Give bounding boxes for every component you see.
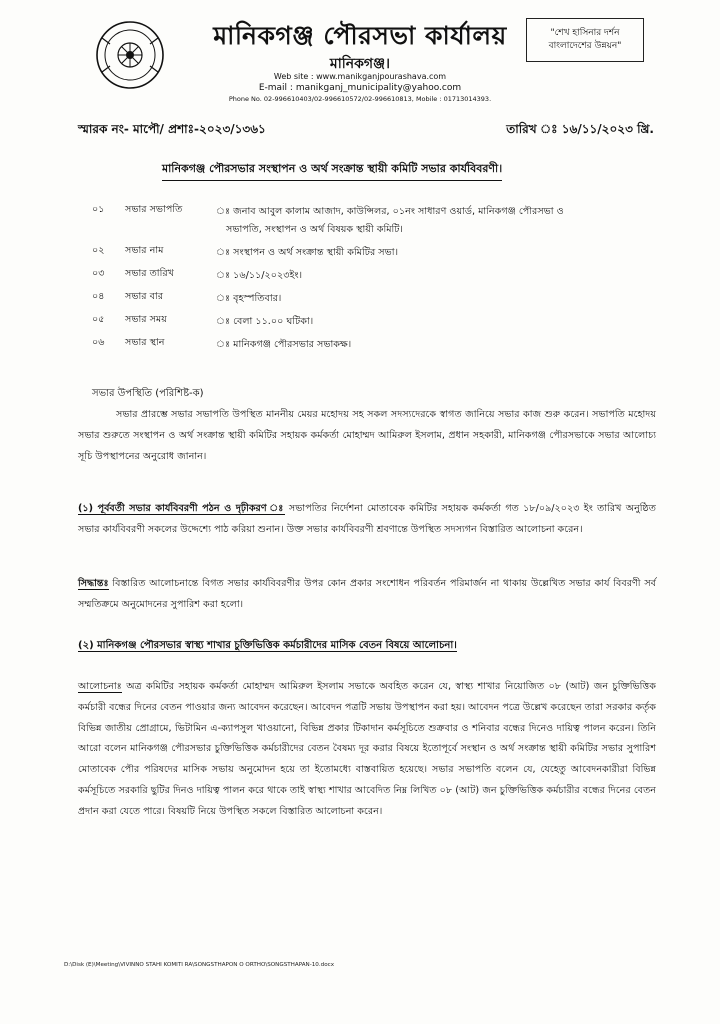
info-number: ০২	[92, 245, 105, 256]
info-row	[92, 290, 652, 313]
info-label: সভার বার	[125, 291, 163, 302]
info-label: সভার সময়	[125, 314, 167, 325]
info-row	[92, 244, 652, 267]
website-line: Web site : www.manikganjpourashava.com	[273, 72, 447, 81]
info-value: ঃ ১৬/১১/২০২৩ইং।	[216, 270, 303, 281]
info-label: সভার স্থান	[125, 337, 165, 348]
attendance-label: সভার উপস্থিতি (পরিশিষ্ট-ক)	[92, 388, 204, 399]
email-line: E-mail : manikganj_municipality@yahoo.com	[258, 83, 462, 93]
municipality-seal-icon	[80, 18, 180, 92]
decision-paragraph	[78, 574, 656, 616]
meeting-info-table	[92, 203, 652, 359]
info-value: ঃ বৃহস্পতিবার।	[216, 293, 282, 304]
info-value: ঃ সংস্থাপন ও অর্থ সংক্রান্ত স্থায়ী কমিটির সভা।	[216, 247, 399, 258]
agenda-item-1-heading: (১) পূর্ববর্তী সভার কার্যবিবরণী পঠন ও দৃঢ়ীকরণ ঃ	[78, 503, 285, 514]
slogan-line-1: "শেখ হাসিনার দর্শন	[550, 27, 620, 38]
info-value: ঃ বেলা ১১.০০ ঘটিকা।	[216, 316, 314, 327]
info-number: ০৩	[92, 268, 105, 279]
opening-paragraph: সভার প্রারম্ভে সভার সভাপতি উপস্থিত মাননীয় মেয়র মহোদয় সহ সকল সদস্যদেরকে স্বাগত জানিয়ে সভার কাজ শুরু করেন। সভাপতি মহোদয় সভার শুরুতে সংস্থাপন ও অর্থ সংক্রান্ত স্থায়ী কমিটির সহায়ক কর্মকর্তা মোহাম্মদ আমিরুল ইসলাম, প্রধান সহকারী, মানিকগঞ্জ পৌরসভাকে সভার আলোচ্য সূচি উপস্থাপনের অনুরোধ জানান।	[78, 409, 656, 462]
info-number: ০৫	[92, 314, 105, 325]
info-label: সভার নাম	[125, 245, 164, 256]
decision-label: সিদ্ধান্তঃ	[78, 578, 109, 589]
info-row	[92, 267, 652, 290]
document-heading: মানিকগঞ্জ পৌরসভার সংস্থাপন ও অর্থ সংক্রান্ত স্থায়ী কমিটি সভার কার্যবিবরণী।	[162, 160, 502, 181]
agenda-item-1-text: সভাপতির নির্দেশনা মোতাবেক কমিটির সহায়ক কর্মকর্তা গত ১৮/০৯/২০২৩ ইং তারিখ অনুষ্ঠিত সভার কার্যবিবরণী সকলের উদ্দেশ্যে পাঠ করিয়া শুনান। উক্ত সভার কার্যবিবরণী শ্রবণান্তে উপস্থিত সদস্যগন বিস্তারিত আলোচনা করেন।	[78, 503, 656, 535]
memo-reference: স্মারক নং- মাপৌ/ প্রশাঃ-২০২৩/১৩৬১	[78, 122, 266, 136]
discussion-label: আলোচনাঃ	[78, 681, 122, 692]
info-label: সভার সভাপতি	[125, 204, 183, 215]
info-label: সভার তারিখ	[125, 268, 174, 279]
info-number: ০৪	[92, 291, 105, 302]
decision-text: বিস্তারিত আলোচনান্তে বিগত সভার কার্যবিবরণীর উপর কোন প্রকার সংশোধন পরিবর্তন পরিমার্জন না থাকায় উল্লেখিত সভার কার্য বিবরণী সর্ব সম্মতিক্রমে অনুমোদনের সুপারিশ করা হলো।	[78, 578, 656, 610]
office-subtitle: মানিকগঞ্জ।	[329, 56, 391, 72]
info-row	[92, 336, 652, 359]
office-title: মানিকগঞ্জ পৌরসভা কার্যালয়	[213, 21, 507, 50]
info-row	[92, 313, 652, 336]
file-path-footer: D:\Disk (E)\Meeting\VIVINNO STAHI KOMITI RA\SONGSTHAPON O ORTHO\SONGSTHAPAN-10.docx	[64, 962, 335, 968]
discussion-paragraph	[78, 677, 656, 823]
info-value: ঃ মানিকগঞ্জ পৌরসভার সভাকক্ষ।	[216, 339, 352, 350]
memo-date: তারিখ ঃ ১৬/১১/২০২৩ খ্রি.	[506, 122, 654, 136]
info-number: ০৬	[92, 337, 105, 348]
discussion-text: অত্র কমিটির সহায়ক কর্মকর্তা মোহাম্মদ আমিরুল ইসলাম সভাকে অবহিত করেন যে, স্বাস্থ্য শাখার নিয়োজিত ০৮ (আট) জন চুক্তিভিত্তিক কর্মচারী বন্ধের দিনের বেতন পাওয়ার জন্য আবেদন করেছেন। আবেদন পত্রটি সভায় উপস্থাপন করা হয়। আবেদন পত্রে উল্লেখ করেছেন তারা সরকার কর্তৃক বিভিন্ন জাতীয় প্রোগ্রামে, ভিটামিন এ-ক্যাপসুল খাওয়ানো, বিভিন্ন প্রকার টিকাদান কর্মসূচিতে শুক্রবার ও শনিবার বন্ধের দিনেও দায়িত্ব পালন করেন। তিনি আরো বলেন মানিকগঞ্জ পৌরসভার চুক্তিভিত্তিক কর্মচারীদের বেতন বৈষম্য দূর করার বিষয়ে ইতোপূর্বে সংস্থান ও অর্থ সংক্রান্ত স্থায়ী কমিটির সভার সুপারিশ মোতাবেক পৌর পরিষদের মাসিক সভায় অনুমোদন হয়ে তা ইতোমধ্যে বাস্তবায়িত হয়েছে। সভার সভাপতি বলেন যে, যেহেতু আবেদনকারীরা বিভিন্ন কর্মসূচিতে সরকারি ছুটির দিনও দায়িত্ব পালন করে থাকে তাই স্বাস্থ্য শাখার আবেদিত নিম্ন লিখিত ০৮ (আট) জন চুক্তিভিত্তিক কর্মচারীর বন্ধের দিনের বেতন প্রদান করা যেতে পারে। বিষয়টি নিয়ে উপস্থিত সকলে বিস্তারিত আলোচনা করেন।	[78, 681, 656, 817]
info-row	[92, 203, 652, 244]
slogan-line-2: বাংলাদেশের উন্নয়ন"	[548, 41, 622, 51]
agenda-item-1	[78, 499, 656, 541]
info-number: ০১	[92, 204, 105, 215]
slogan-box	[526, 18, 644, 62]
agenda-item-2-heading: (২) মানিকগঞ্জ পৌরসভার স্বাস্থ্য শাখার চুক্তিভিত্তিক কর্মচারীদের মাসিক বেতন বিষয়ে আলোচনা।	[78, 640, 457, 651]
info-value: ঃ জনাব আবুল কালাম আজাদ, কাউন্সিলর, ০১নং সাধারণ ওয়ার্ড, মানিকগঞ্জ পৌরসভা ও সভাপতি, সংস্থাপন ও অর্থ বিষয়ক স্থায়ী কমিটি।	[216, 206, 564, 236]
phone-line: Phone No. 02-996610403/02-996610572/02-996610813, Mobile : 01713014393.	[228, 95, 492, 103]
